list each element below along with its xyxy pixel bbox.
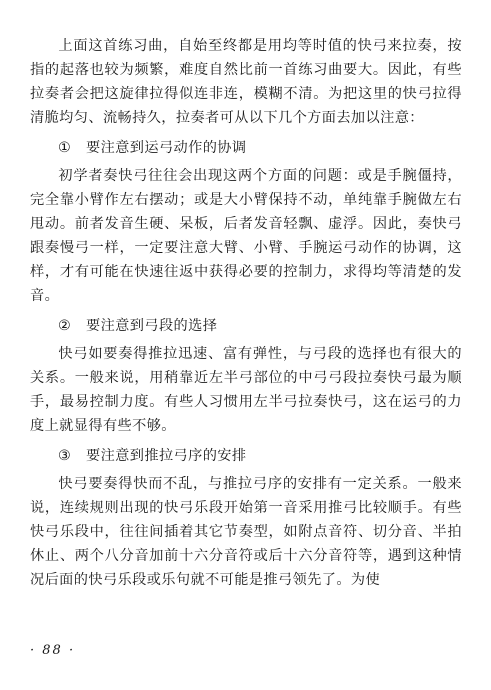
section-paragraph-3: 快弓要奏得快而不乱，与推拉弓序的安排有一定关系。一般来说，连续规则出现的快弓乐段开始第一音采用推弓比较顺手。有些快弓乐段中，往往间插着其它节奏型，如附点音符、切分音、半拍休止、两个八分音加前十六分音符或后十六分音符等，遇到这种情况后面的快弓乐段或乐句就不可能是推弓领先了。为使 <box>30 476 462 588</box>
section-heading-2 <box>30 314 462 338</box>
page-number: · 88 · <box>30 643 76 658</box>
heading-number-2: ② <box>58 318 72 334</box>
heading-number-3: ③ <box>58 448 72 464</box>
section-paragraph-2: 快弓如要奏得推拉迅速、富有弹性，与弓段的选择也有很大的关系。一般来说，用稍靠近左半弓部位的中弓弓段拉奏快弓最为顺手，最易控制力度。有些人习惯用左半弓拉奏快弓，这在运弓的力度上就显得有些不够。 <box>30 346 462 434</box>
section-heading-1 <box>30 136 462 160</box>
heading-number-1: ① <box>58 140 72 156</box>
section-paragraph-1: 初学者奏快弓往往会出现这两个方面的问题：或是手腕僵持，完全靠小臂作左右摆动；或是大小臂保持不动，单纯靠手腕做左右甩动。前者发音生硬、呆板，后者发音轻飘、虚浮。因此，奏快弓跟奏慢弓一样，一定要注意大臂、小臂、手腕运弓动作的协调，这样，才有可能在快速往返中获得必要的控制力，求得均等清楚的发音。 <box>30 168 462 304</box>
heading-text-2: 要注意到弓段的选择 <box>86 318 218 334</box>
heading-text-3: 要注意到推拉弓序的安排 <box>86 448 247 464</box>
heading-text-1: 要注意到运弓动作的协调 <box>86 140 247 156</box>
intro-paragraph: 上面这首练习曲，自始至终都是用均等时值的快弓来拉奏，按指的起落也较为频繁，难度自然比前一首练习曲要大。因此，有些拉奏者会把这旋律拉得似连非连，模糊不清。为把这里的快弓拉得清脆均匀、流畅持久，拉奏者可从以下几个方面去加以注意： <box>30 38 462 126</box>
document-page <box>30 34 462 674</box>
section-heading-3 <box>30 444 462 468</box>
